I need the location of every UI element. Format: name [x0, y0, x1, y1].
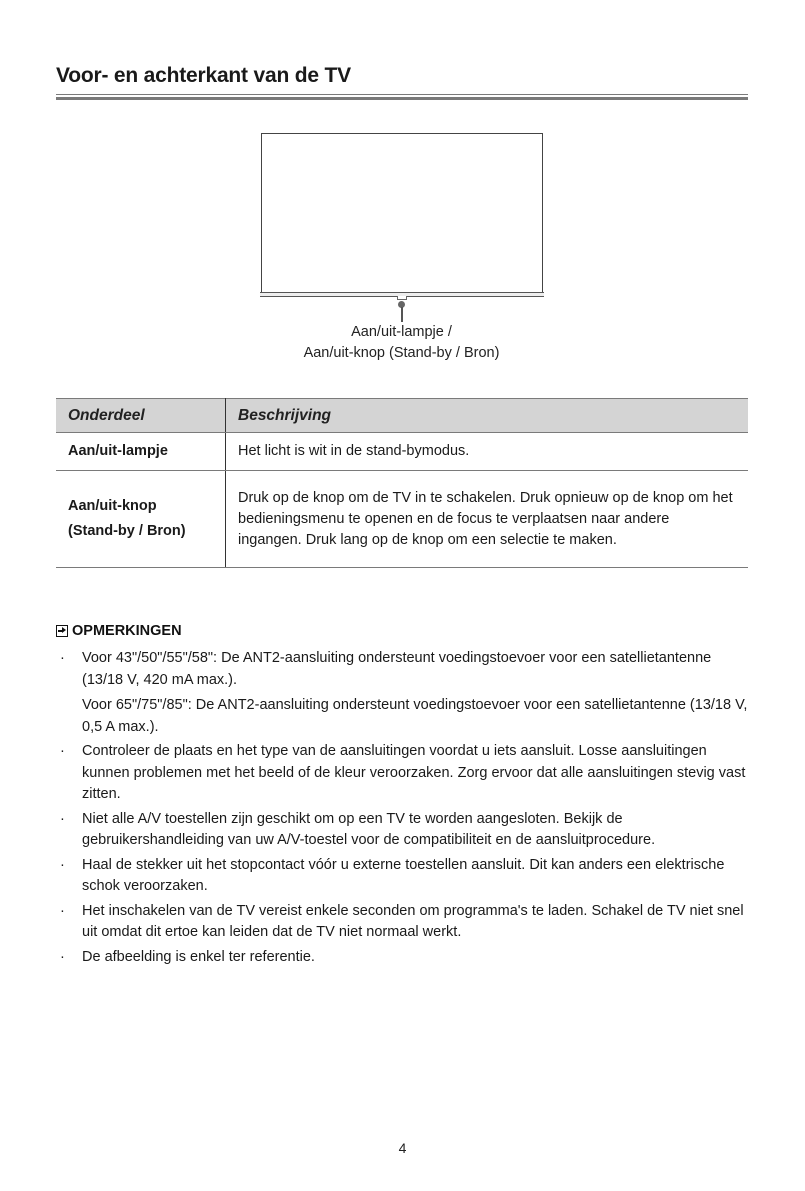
notes-heading	[56, 623, 182, 639]
notes-list	[56, 648, 756, 971]
list-item	[56, 855, 756, 898]
list-item	[56, 809, 756, 852]
note-text: Haal de stekker uit het stopcontact vóór u externe toestellen aansluit. Dit kan anders een elektrische schok veroorzaken.	[82, 856, 725, 894]
note-text: De afbeelding is enkel ter referentie.	[82, 948, 315, 965]
note-text: Voor 43"/50"/55"/58": De ANT2-aansluiting ondersteunt voedingstoevoer voor een satellietantenne (13/18 V, 420 mA max.).	[82, 650, 712, 688]
list-item	[56, 648, 756, 738]
title-rule-thick	[56, 97, 748, 100]
arrow-into-box-icon	[56, 625, 68, 637]
parts-table	[56, 398, 748, 568]
figure-caption-line-1: Aan/uit-lampje /	[351, 324, 452, 340]
note-text: Niet alle A/V toestellen zijn geschikt om op een TV te worden aangesloten. Bekijk de gebruikershandleiding van uw A/V-toestel voor de compatibiliteit en de aansluitprocedure.	[82, 810, 656, 848]
tv-screen	[261, 133, 543, 293]
part-name	[56, 433, 226, 471]
part-description: Het licht is wit in de stand-bymodus.	[226, 433, 749, 471]
bullet: ·	[60, 948, 65, 965]
part-name-line: (Stand-by / Bron)	[68, 523, 186, 539]
power-button-notch	[397, 296, 407, 300]
part-name-line: Aan/uit-lampje	[68, 443, 168, 459]
list-item	[56, 901, 756, 944]
column-header-description: Beschrijving	[226, 399, 749, 433]
bullet: ·	[60, 810, 65, 827]
list-item	[56, 741, 756, 806]
table-row	[56, 471, 748, 568]
part-name	[56, 471, 226, 568]
tv-front-diagram	[255, 128, 555, 368]
note-text: Controleer de plaats en het type van de aansluitingen voordat u iets aansluit. Losse aansluitingen kunnen problemen met het beeld of de kleur veroorzaken. Zorg ervoor dat alle aansluitingen stevig vast zitten.	[82, 743, 746, 802]
page-number: 4	[398, 1140, 407, 1156]
figure-caption-line-2: Aan/uit-knop (Stand-by / Bron)	[303, 345, 500, 361]
title-rule-thin	[56, 94, 748, 95]
note-text: Het inschakelen van de TV vereist enkele seconden om programma's te laden. Schakel de TV niet snel uit omdat dit ertoe kan leiden dat de TV niet normaal werkt.	[82, 902, 744, 940]
notes-heading-text: OPMERKINGEN	[72, 623, 182, 639]
column-header-part: Onderdeel	[56, 399, 226, 433]
page-title: Voor- en achterkant van de TV	[56, 64, 351, 87]
part-description: Druk op de knop om de TV in te schakelen. Druk opnieuw op de knop om het bedieningsmenu te openen en de focus te verplaatsen naar andere ingangen. Druk lang op de knop om een selectie te maken.	[226, 471, 749, 568]
part-name-line: Aan/uit-knop	[68, 498, 157, 514]
table-row	[56, 433, 748, 471]
table-header-row	[56, 399, 748, 433]
bullet: ·	[60, 650, 65, 666]
list-item	[56, 947, 756, 969]
note-text: Voor 65"/75"/85": De ANT2-aansluiting ondersteunt voedingstoevoer voor een satellietantenne (13/18 V, 0,5 A max.).	[82, 697, 748, 735]
figure-caption	[255, 322, 548, 364]
bullet: ·	[60, 902, 65, 919]
bullet: ·	[60, 743, 65, 759]
callout-leader-line	[401, 307, 403, 322]
bullet: ·	[60, 856, 65, 873]
